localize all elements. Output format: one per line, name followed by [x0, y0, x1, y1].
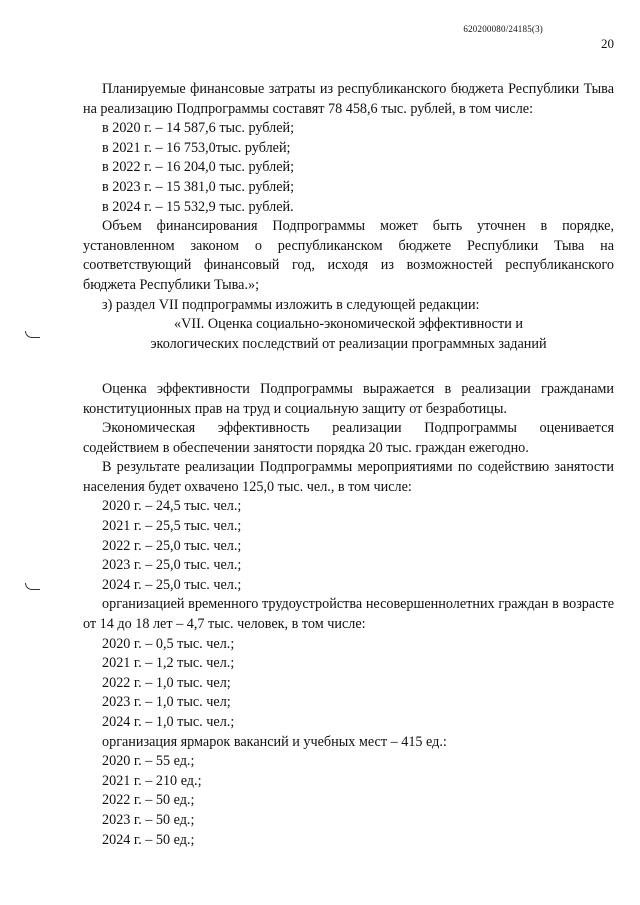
list-item-budget: в 2021 г. – 16 753,0тыс. рублей;	[102, 139, 291, 156]
paragraph-section-amendment: з) раздел VII подпрограммы изложить в следующей редакции:	[102, 296, 480, 313]
paragraph-minors-employment: организацией временного трудоустройства несовершеннолетних граждан в возрасте от 14 до 18 лет – 4,7 тыс. человек, в том числе:	[83, 596, 614, 633]
page-number: 20	[601, 36, 614, 51]
paragraph-budget-total: Планируемые финансовые затраты из республиканского бюджета Республики Тыва на реализацию Подпрограммы составят 78 458,6 тыс. рублей, в том числе:	[83, 81, 614, 117]
spacer	[83, 354, 614, 374]
list-item-minors: 2022 г. – 1,0 тыс. чел;	[102, 674, 231, 691]
paragraph-economic-efficiency: Экономическая эффективность реализации Подпрограммы оценивается содействием в обеспечении занятости порядка 20 тыс. граждан ежегодно.	[83, 420, 614, 456]
list-item-minors: 2023 г. – 1,0 тыс. чел;	[102, 694, 231, 711]
list-item-fairs: 2023 г. – 50 ед.;	[102, 811, 195, 828]
margin-pen-mark	[25, 331, 40, 338]
section-heading-line-1: «VII. Оценка социально-экономической эффективности и	[174, 316, 523, 333]
list-item-fairs: 2020 г. – 55 ед.;	[102, 753, 195, 770]
paragraph-job-fairs: организация ярмарок вакансий и учебных мест – 415 ед.:	[102, 733, 447, 750]
list-item-coverage: 2023 г. – 25,0 тыс. чел.;	[102, 557, 242, 574]
list-item-budget: в 2023 г. – 15 381,0 тыс. рублей;	[102, 178, 295, 195]
document-body	[83, 80, 614, 850]
list-item-fairs: 2021 г. – 210 ед.;	[102, 772, 202, 789]
paragraph-financing-volume: Объем финансирования Подпрограммы может быть уточнен в порядке, установленном законом о республиканском бюджете Республики Тыва на соответствующий финансовый год, исходя из возможностей республиканского бюджета Республики Тыва.»;	[83, 218, 614, 293]
paragraph-coverage: В результате реализации Подпрограммы мероприятиями по содействию занятости населения будет охвачено 125,0 тыс. чел., в том числе:	[83, 459, 614, 495]
list-item-coverage: 2022 г. – 25,0 тыс. чел.;	[102, 537, 242, 554]
list-item-budget: в 2022 г. – 16 204,0 тыс. рублей;	[102, 159, 295, 176]
list-item-minors: 2024 г. – 1,0 тыс. чел.;	[102, 714, 235, 730]
list-item-coverage: 2024 г. – 25,0 тыс. чел.;	[102, 576, 242, 593]
margin-pen-mark	[25, 583, 40, 590]
list-item-budget: в 2024 г. – 15 532,9 тыс. рублей.	[102, 198, 294, 215]
document-id: 620200080/24185(3)	[463, 24, 543, 34]
paragraph-efficiency: Оценка эффективности Подпрограммы выражается в реализации гражданами конституционных прав на труд и социальную защиту от безработицы.	[83, 380, 614, 417]
list-item-minors: 2020 г. – 0,5 тыс. чел.;	[102, 635, 235, 652]
list-item-fairs: 2022 г. – 50 ед.;	[102, 792, 195, 809]
list-item-minors: 2021 г. – 1,2 тыс. чел.;	[102, 655, 235, 672]
list-item-fairs: 2024 г. – 50 ед.;	[102, 831, 195, 848]
list-item-coverage: 2020 г. – 24,5 тыс. чел.;	[102, 498, 242, 515]
section-heading-line-2: экологических последствий от реализации программных заданий	[150, 335, 547, 352]
list-item-coverage: 2021 г. – 25,5 тыс. чел.;	[102, 518, 242, 535]
list-item-budget: в 2020 г. – 14 587,6 тыс. рублей;	[102, 120, 295, 137]
